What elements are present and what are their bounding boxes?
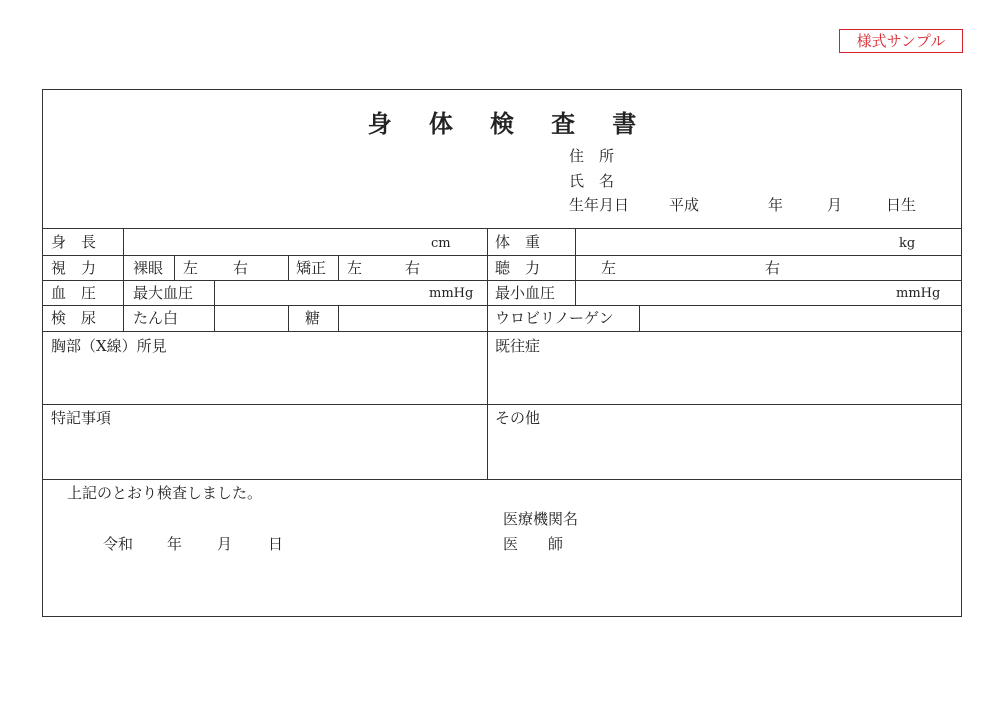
sugar-label: 糖 (305, 309, 321, 327)
sample-stamp: 様式サンプル (839, 29, 963, 53)
bp-min-label: 最小血圧 (495, 284, 556, 302)
weight-unit: kg (899, 236, 916, 251)
vision-label: 視 力 (51, 259, 97, 277)
chest-xray-label: 胸部（X線）所見 (51, 337, 167, 355)
physical-exam-form (42, 89, 962, 617)
bp-max-unit: mmHg (429, 286, 474, 301)
bp-max-label: 最大血圧 (133, 284, 194, 302)
birth-day: 日生 (886, 196, 917, 214)
address-label: 住 所 (569, 147, 615, 165)
hearing-right-label: 右 (765, 259, 781, 277)
exam-day: 日 (268, 535, 284, 553)
doctor-label: 医 師 (503, 535, 564, 553)
corrected-label: 矯正 (296, 259, 327, 277)
weight-label: 体 重 (495, 233, 541, 251)
form-title: 身 体 検 査 書 (367, 109, 651, 138)
institution-label: 医療機関名 (503, 510, 579, 528)
naked-eye-label: 裸眼 (133, 259, 164, 277)
corrected-right-label: 右 (405, 259, 421, 277)
birth-era: 平成 (669, 196, 700, 214)
bp-min-unit: mmHg (896, 286, 941, 301)
birthdate-label: 生年月日 (569, 196, 630, 214)
medical-history-label: 既往症 (495, 337, 541, 355)
exam-year: 年 (167, 535, 183, 553)
exam-month: 月 (217, 535, 233, 553)
corrected-left-label: 左 (347, 259, 363, 277)
hearing-left-label: 左 (601, 259, 617, 277)
name-label: 氏 名 (569, 172, 615, 190)
urobilinogen-label: ウロビリノーゲン (495, 309, 614, 327)
urine-test-label: 検 尿 (51, 309, 97, 327)
height-unit: cm (431, 236, 451, 251)
other-label: その他 (495, 409, 541, 427)
blood-pressure-label: 血 圧 (51, 284, 97, 302)
naked-right-label: 右 (233, 259, 249, 277)
protein-label: たん白 (133, 309, 179, 327)
exam-era: 令和 (103, 535, 134, 553)
birth-year: 年 (768, 196, 784, 214)
statement-text: 上記のとおり検査しました。 (67, 484, 263, 502)
birth-month: 月 (827, 196, 843, 214)
special-notes-label: 特記事項 (51, 409, 112, 427)
naked-left-label: 左 (183, 259, 199, 277)
height-label: 身 長 (51, 233, 97, 251)
hearing-label: 聴 力 (495, 259, 541, 277)
